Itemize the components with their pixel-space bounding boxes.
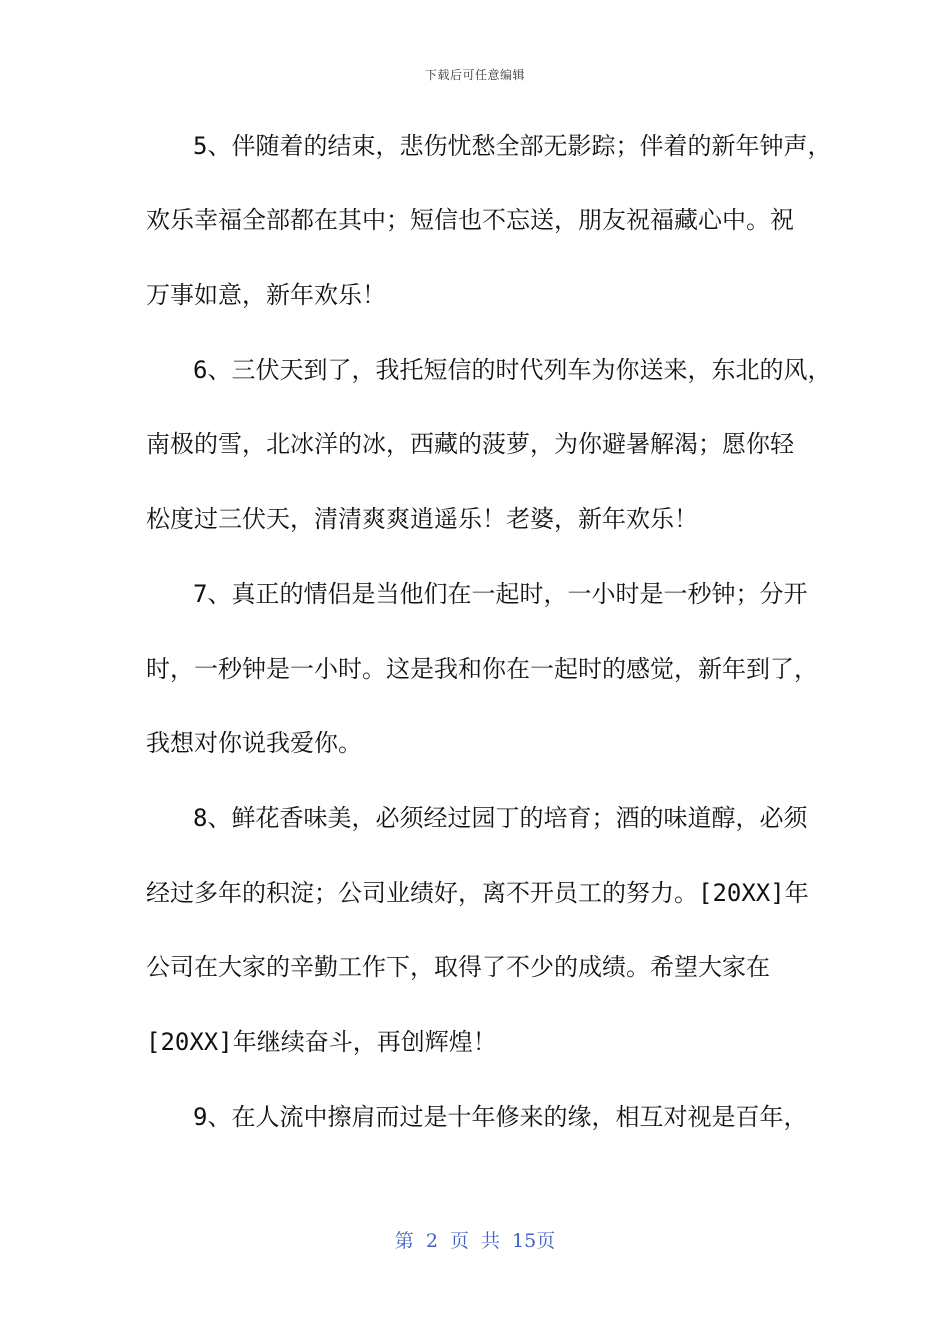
- page-header: 下载后可任意编辑: [424, 68, 525, 82]
- paragraph-5-line-1: 5、伴随着的结束，悲伤忧愁全部无影踪；伴着的新年钟声，: [193, 132, 832, 160]
- paragraph-8-line-4: [20XX]年继续奋斗，再创辉煌！: [146, 1028, 497, 1056]
- paragraph-9-line-1: 9、在人流中擦肩而过是十年修来的缘，相互对视是百年，: [193, 1103, 808, 1131]
- paragraph-6-line-3: 松度过三伏天，清清爽爽逍遥乐！老婆，新年欢乐！: [146, 505, 698, 533]
- paragraph-7-line-2: 时，一秒钟是一小时。这是我和你在一起时的感觉，新年到了，: [146, 655, 818, 683]
- paragraph-8-line-2: 经过多年的积淀；公司业绩好，离不开员工的努力。[20XX]年: [146, 879, 809, 907]
- paragraph-5-line-2: 欢乐幸福全部都在其中；短信也不忘送，朋友祝福藏心中。祝: [146, 206, 794, 234]
- paragraph-8-line-3: 公司在大家的辛勤工作下，取得了不少的成绩。希望大家在: [146, 953, 770, 981]
- paragraph-6-line-1: 6、三伏天到了，我托短信的时代列车为你送来，东北的风，: [193, 356, 832, 384]
- paragraph-7-line-1: 7、真正的情侣是当他们在一起时，一小时是一秒钟；分开: [193, 580, 808, 608]
- paragraph-8-line-1: 8、鲜花香味美，必须经过园丁的培育；酒的味道醇，必须: [193, 804, 808, 832]
- page-footer: 第 2 页 共 15页: [394, 1230, 556, 1252]
- paragraph-5-line-3: 万事如意，新年欢乐！: [146, 281, 386, 309]
- paragraph-7-line-3: 我想对你说我爱你。: [146, 729, 362, 757]
- paragraph-6-line-2: 南极的雪，北冰洋的冰，西藏的菠萝，为你避暑解渴；愿你轻: [146, 430, 794, 458]
